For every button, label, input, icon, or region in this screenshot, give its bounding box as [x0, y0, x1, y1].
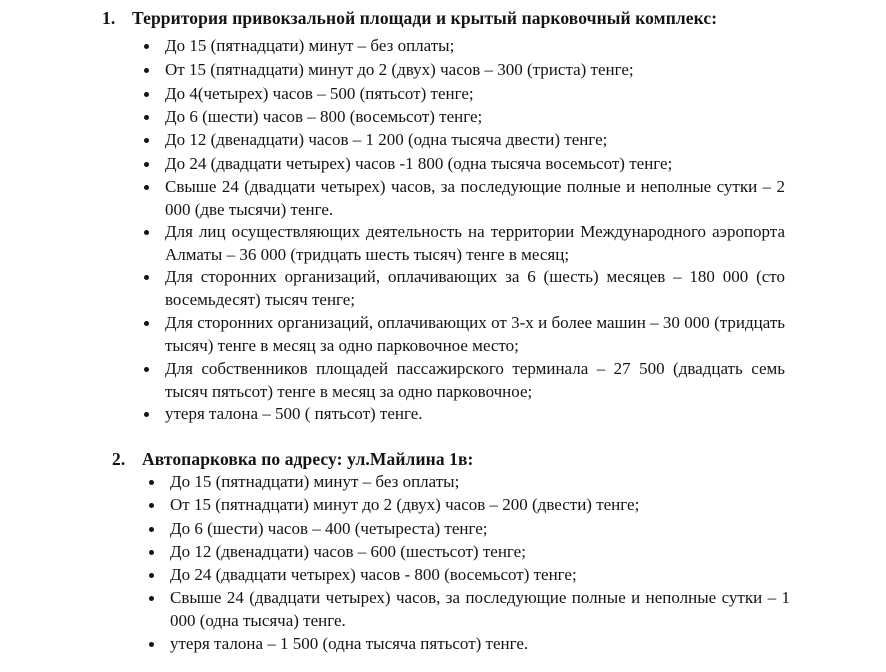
section-1-title: Территория привокзальной площади и крытый парковочный комплекс: — [132, 8, 718, 28]
list-item — [145, 357, 785, 403]
bullet-icon — [149, 596, 154, 601]
list-item-text: Для собственников площадей пассажирского терминала – 27 500 (двадцать семь тысяч пятьсот) тенге в месяц за одно парковочное; — [165, 359, 785, 401]
list-item — [145, 58, 785, 81]
bullet-icon — [144, 367, 149, 372]
list-item — [150, 586, 790, 632]
section-2-heading — [112, 449, 473, 470]
list-item-text: До 24 (двадцати четырех) часов -1 800 (одна тысяча восемьсот) тенге; — [165, 154, 673, 173]
list-item — [150, 493, 790, 516]
list-item-text: До 6 (шести) часов – 400 (четыреста) тенге; — [170, 519, 488, 538]
list-item-text: От 15 (пятнадцати) минут до 2 (двух) часов – 300 (триста) тенге; — [165, 60, 634, 79]
bullet-icon — [144, 230, 149, 235]
list-item-text: утеря талона – 1 500 (одна тысяча пятьсот) тенге. — [170, 634, 529, 653]
bullet-icon — [144, 44, 149, 49]
list-item — [145, 265, 785, 311]
list-item-text: Свыше 24 (двадцати четырех) часов, за последующие полные и неполные сутки – 1 000 (одна тысяча) тенге. — [170, 588, 790, 630]
list-item — [145, 152, 785, 175]
bullet-icon — [144, 138, 149, 143]
bullet-icon — [144, 185, 149, 190]
bullet-icon — [144, 321, 149, 326]
list-item — [145, 128, 785, 151]
section-1-heading — [102, 8, 717, 29]
list-item — [145, 402, 785, 425]
section-2-title: Автопарковка по адресу: ул.Майлина 1в: — [142, 449, 474, 469]
list-item — [145, 311, 785, 357]
list-item-text: От 15 (пятнадцати) минут до 2 (двух) часов – 200 (двести) тенге; — [170, 495, 640, 514]
bullet-icon — [149, 573, 154, 578]
list-item-text: утеря талона – 500 ( пятьсот) тенге. — [165, 404, 423, 423]
bullet-icon — [149, 503, 154, 508]
list-item — [150, 517, 790, 540]
bullet-icon — [149, 527, 154, 532]
list-item-text: До 15 (пятнадцати) минут – без оплаты; — [165, 36, 455, 55]
list-item-text: До 4(четырех) часов – 500 (пятьсот) тенге; — [165, 84, 474, 103]
list-item-text: До 12 (двенадцати) часов – 1 200 (одна тысяча двести) тенге; — [165, 130, 608, 149]
list-item — [145, 175, 785, 221]
list-item-text: До 12 (двенадцати) часов – 600 (шестьсот) тенге; — [170, 542, 526, 561]
list-item — [150, 632, 790, 655]
bullet-icon — [144, 92, 149, 97]
list-item-text: Для сторонних организаций, оплачивающих от 3-х и более машин – 30 000 (тридцать тысяч) тенге в месяц за одно парковочное место; — [165, 313, 785, 355]
list-item-text: До 24 (двадцати четырех) часов - 800 (восемьсот) тенге; — [170, 565, 577, 584]
bullet-icon — [149, 480, 154, 485]
bullet-icon — [144, 68, 149, 73]
list-item-text: До 6 (шести) часов – 800 (восемьсот) тенге; — [165, 107, 483, 126]
bullet-icon — [149, 642, 154, 647]
section-1-number: 1. — [102, 8, 116, 28]
list-item — [145, 82, 785, 105]
bullet-icon — [144, 412, 149, 417]
bullet-icon — [144, 275, 149, 280]
list-item — [145, 220, 785, 266]
list-item — [150, 470, 790, 493]
section-2-number: 2. — [112, 449, 126, 469]
bullet-icon — [149, 550, 154, 555]
list-item-text: Для лиц осуществляющих деятельность на территории Международного аэропорта Алматы – 36 000 (тридцать шесть тысяч) тенге в месяц; — [165, 222, 785, 264]
list-item-text: До 15 (пятнадцати) минут – без оплаты; — [170, 472, 460, 491]
list-item-text: Свыше 24 (двадцати четырех) часов, за последующие полные и неполные сутки – 2 000 (две тысячи) тенге. — [165, 177, 785, 219]
list-item — [150, 540, 790, 563]
list-item — [145, 34, 785, 57]
bullet-icon — [144, 115, 149, 120]
list-item — [150, 563, 790, 586]
bullet-icon — [144, 162, 149, 167]
list-item-text: Для сторонних организаций, оплачивающих за 6 (шесть) месяцев – 180 000 (сто восемьдесят) тысяч тенге; — [165, 267, 785, 309]
list-item — [145, 105, 785, 128]
